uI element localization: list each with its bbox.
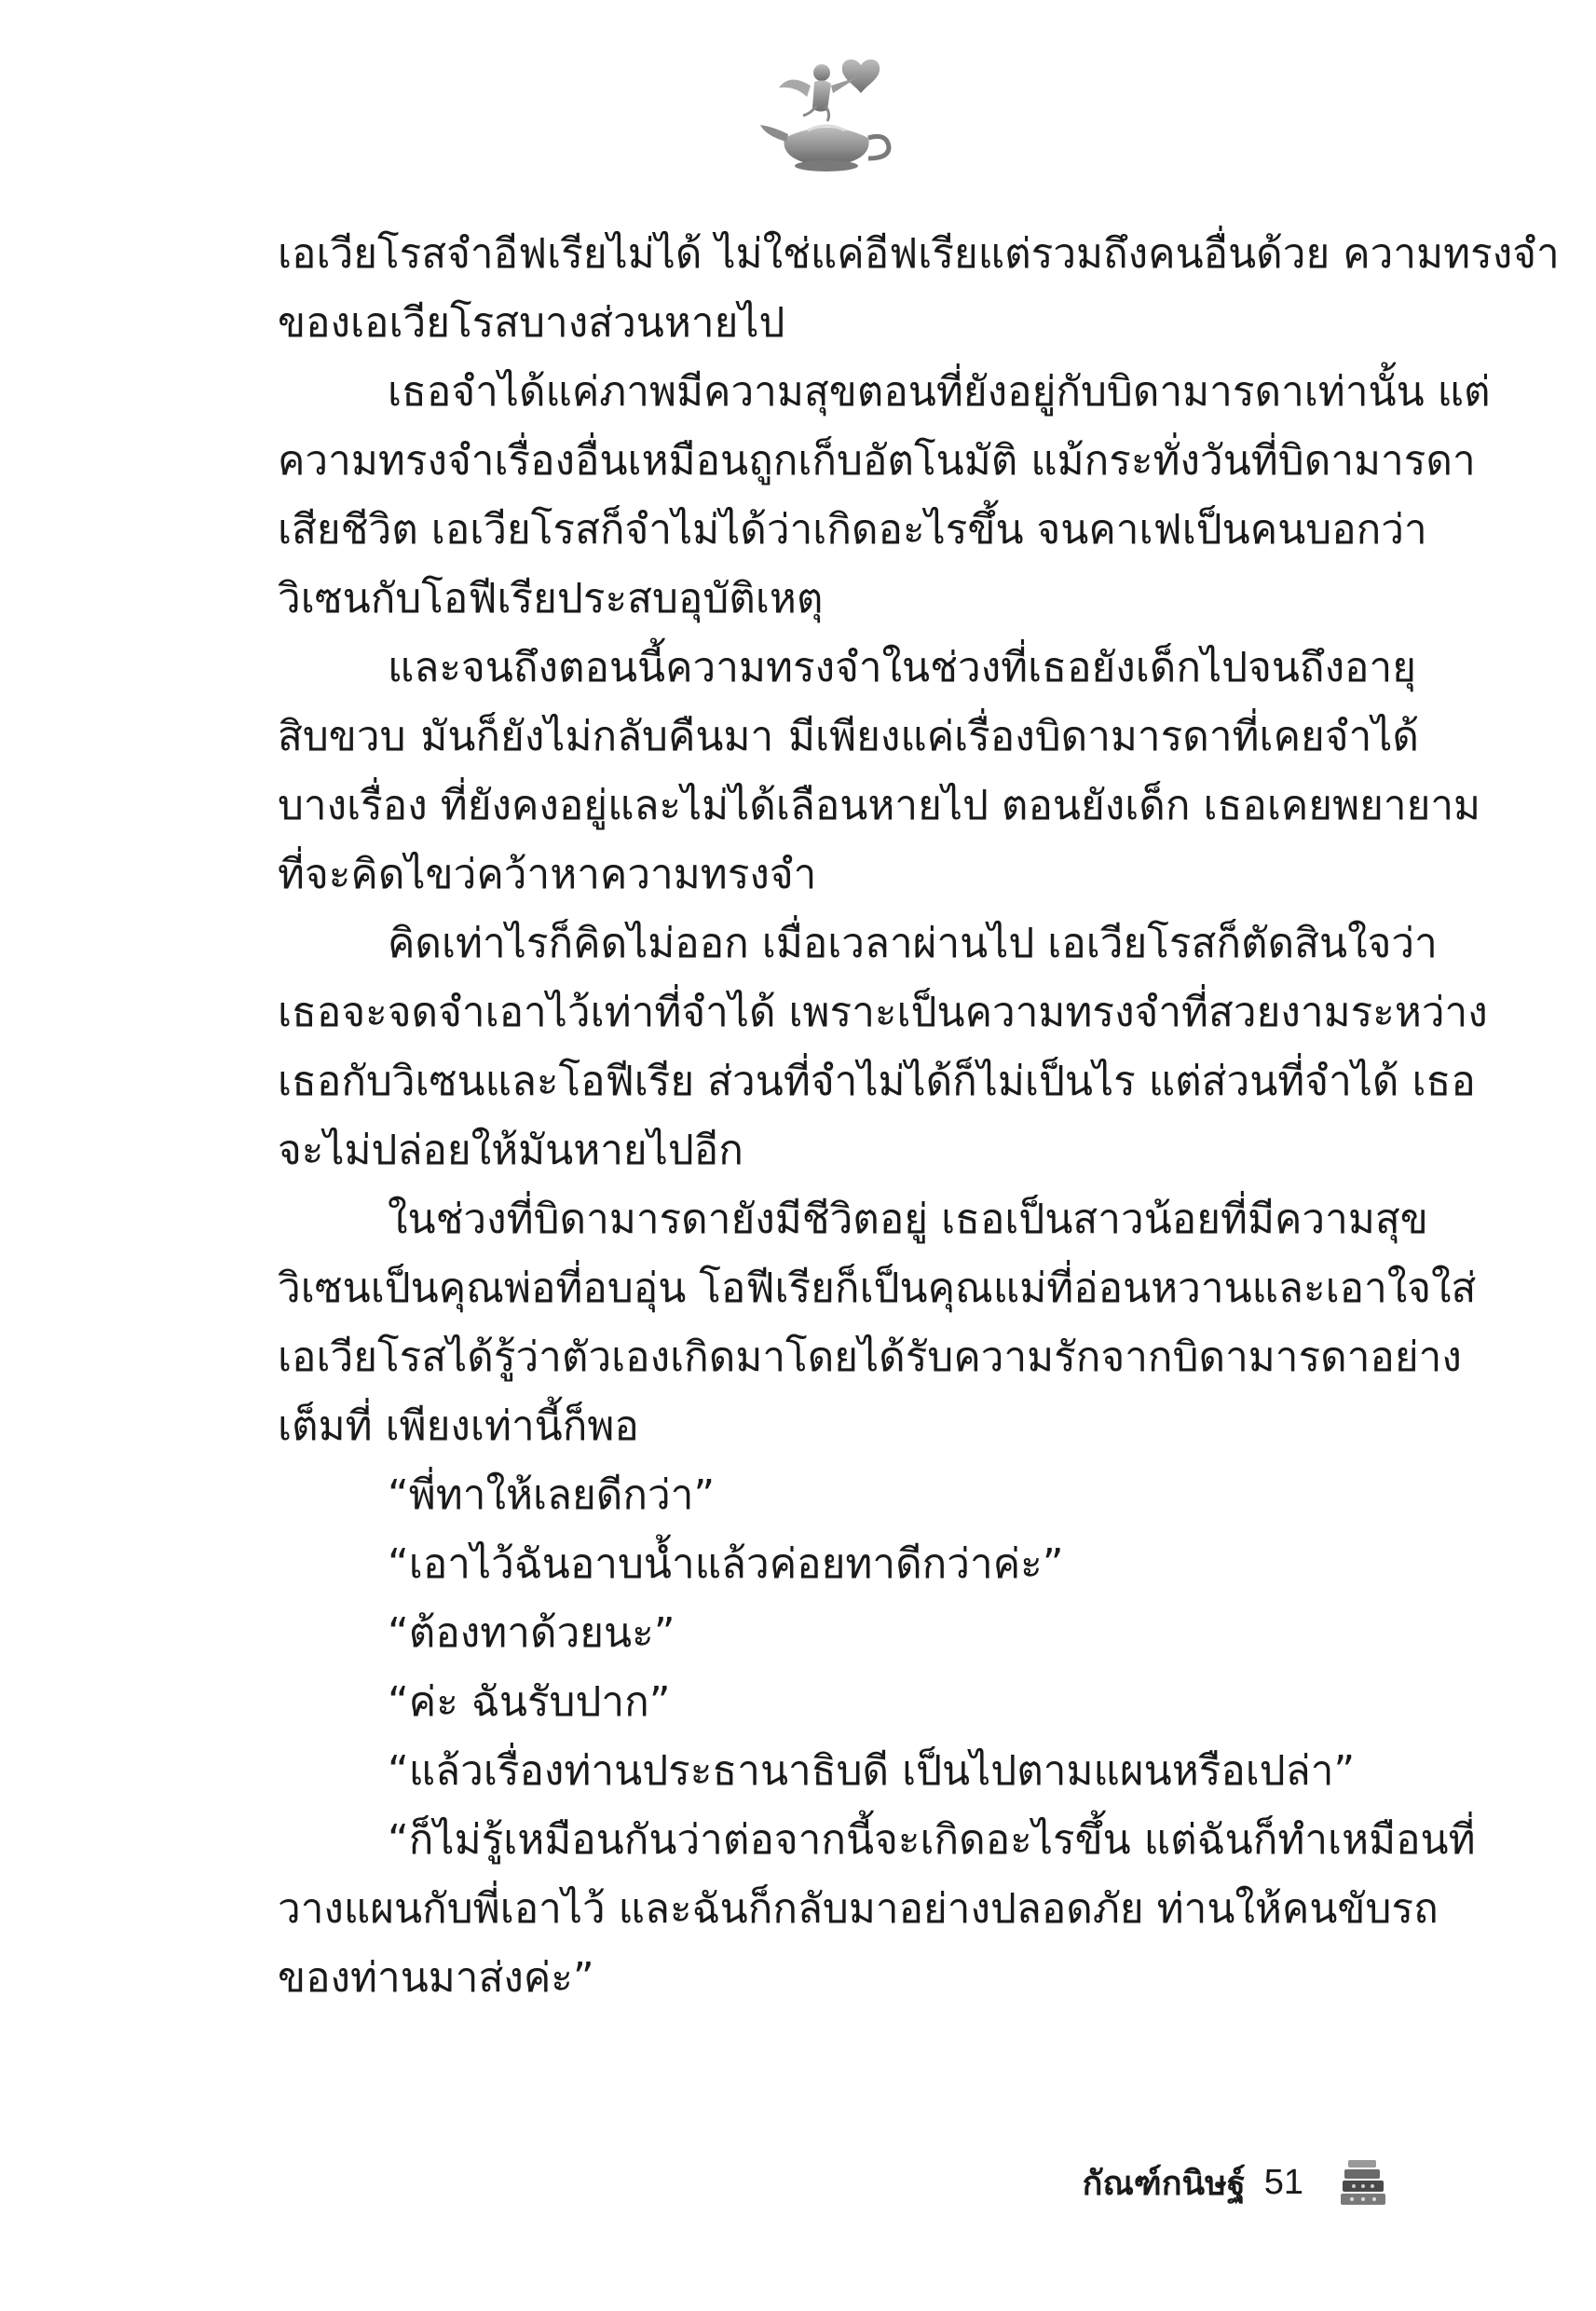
text-line: สิบขวบ มันก็ยังไม่กลับคืนมา มีเพียงแค่เรื่องบิดามารดาที่เคยจำได้ [278,713,1419,760]
cupid-teapot-ornament-icon [757,45,896,185]
book-title: กัณฑ์กนิษฐ์ [1082,2164,1246,2203]
text-line: ที่จะคิดไขว่คว้าหาความทรงจำ [278,851,817,898]
text-line: เอเวียโรสจำอีฟเรียไม่ได้ ไม่ใช่แค่อีฟเรียแต่รวมถึงคนอื่นด้วย ความทรงจำ [278,230,1560,278]
text-line: “พี่ทาให้เลยดีกว่า” [388,1471,716,1519]
text-line: จะไม่ปล่อยให้มันหายไปอีก [278,1127,743,1174]
text-line: วางแผนกับพี่เอาไว้ และฉันก็กลับมาอย่างปลอดภัย ท่านให้คนขับรถ [278,1885,1439,1933]
text-line: และจนถึงตอนนี้ความทรงจำในช่วงที่เธอยังเด็กไปจนถึงอายุ [388,644,1416,691]
text-line: เต็มที่ เพียงเท่านี้ก็พอ [278,1402,639,1450]
text-line: “เอาไว้ฉันอาบน้ำแล้วค่อยทาดีกว่าค่ะ” [388,1540,1064,1588]
body-text [278,220,1560,2013]
text-line: ของท่านมาส่งค่ะ” [278,1954,594,2002]
text-line: เธอกับวิเซนและโอฟีเรีย ส่วนที่จำไม่ได้ก็ไม่เป็นไร แต่ส่วนที่จำได้ เธอ [278,1058,1476,1105]
text-line: เสียชีวิต เอเวียโรสก็จำไม่ได้ว่าเกิดอะไรขึ้น จนคาเฟเป็นคนบอกว่า [278,506,1427,554]
text-line: บางเรื่อง ที่ยังคงอยู่และไม่ได้เลือนหายไป ตอนยังเด็ก เธอเคยพยายาม [278,782,1481,829]
text-line: คิดเท่าไรก็คิดไม่ออก เมื่อเวลาผ่านไป เอเวียโรสก็ตัดสินใจว่า [388,920,1438,967]
text-line: เอเวียโรสได้รู้ว่าตัวเองเกิดมาโดยได้รับความรักจากบิดามารดาอย่าง [278,1333,1462,1381]
text-line: “ค่ะ ฉันรับปาก” [388,1678,671,1726]
text-line: ของเอเวียโรสบางส่วนหายไป [278,299,785,347]
text-line: “ต้องทาด้วยนะ” [388,1609,675,1657]
text-line: วิเซนเป็นคุณพ่อที่อบอุ่น โอฟีเรียก็เป็นคุณแม่ที่อ่อนหวานและเอาใจใส่ [278,1265,1477,1312]
text-line: “ก็ไม่รู้เหมือนกันว่าต่อจากนี้จะเกิดอะไรขึ้น แต่ฉันก็ทำเหมือนที่ [388,1816,1476,1864]
text-line: “แล้วเรื่องท่านประธานาธิบดี เป็นไปตามแผนหรือเปล่า” [388,1747,1356,1795]
book-stack-icon [1335,2154,1391,2210]
text-line: เธอจำได้แค่ภาพมีความสุขตอนที่ยังอยู่กับบิดามารดาเท่านั้น แต่ [388,368,1491,416]
text-line: ในช่วงที่บิดามารดายังมีชีวิตอยู่ เธอเป็นสาวน้อยที่มีความสุข [388,1196,1428,1243]
text-line: เธอจะจดจำเอาไว้เท่าที่จำได้ เพราะเป็นความทรงจำที่สวยงามระหว่าง [278,989,1488,1036]
text-line: วิเซนกับโอฟีเรียประสบอุบัติเหตุ [278,575,824,622]
page-number: 51 [1263,2162,1303,2202]
page-footer [1083,2154,1391,2210]
text-line: ความทรงจำเรื่องอื่นเหมือนถูกเก็บอัตโนมัติ แม้กระทั่งวันที่บิดามารดา [278,437,1476,485]
